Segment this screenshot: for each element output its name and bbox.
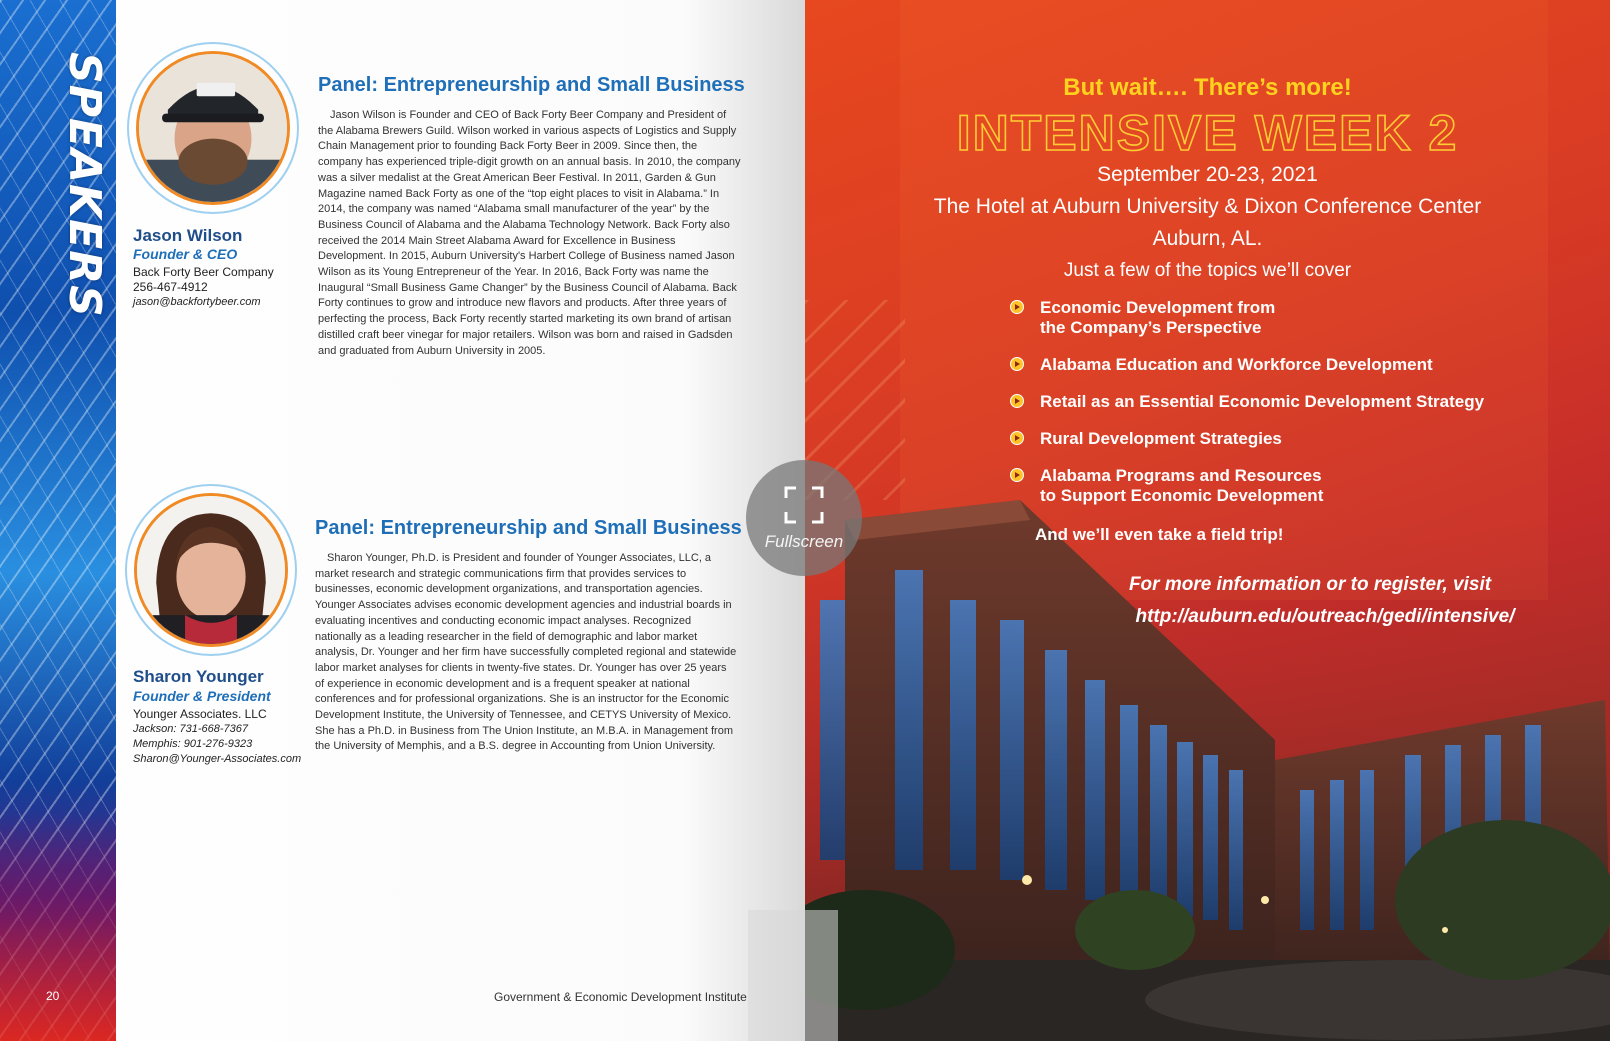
list-item: Retail as an Essential Economic Development Strategy <box>1010 392 1484 412</box>
fullscreen-icon <box>784 486 824 524</box>
speaker-email: Sharon@Younger-Associates.com <box>133 753 302 765</box>
panel-title: Panel: Entrepreneurship and Small Business <box>318 74 745 96</box>
avatar-jason-wilson <box>136 51 290 205</box>
speaker-company: Back Forty Beer Company <box>133 265 274 279</box>
speaker-name: Sharon Younger <box>133 667 264 686</box>
speakers-side-strip <box>0 0 116 1041</box>
right-page <box>805 0 1610 1041</box>
speakers-vertical-title: SPEAKERS <box>59 52 110 318</box>
arrow-bullet-icon <box>1010 468 1024 482</box>
arrow-bullet-icon <box>1010 394 1024 408</box>
arrow-bullet-icon <box>1010 431 1024 445</box>
fullscreen-button[interactable] <box>746 460 862 576</box>
list-item: Economic Development from the Company’s Perspective <box>1010 298 1484 338</box>
list-item: Rural Development Strategies <box>1010 429 1484 449</box>
panel-title: Panel: Entrepreneurship and Small Business <box>315 517 742 539</box>
avatar-sharon-younger <box>134 493 288 647</box>
arrow-bullet-icon <box>1010 300 1024 314</box>
speaker-phone-memphis: Memphis: 901-276-9323 <box>133 738 253 750</box>
promo-venue: The Hotel at Auburn University & Dixon Conference Center <box>933 195 1482 218</box>
topics-intro: Just a few of the topics we’ll cover <box>1063 260 1352 281</box>
more-info-text: For more information or to register, visit <box>1128 574 1492 595</box>
promo-dates: September 20-23, 2021 <box>1097 163 1318 186</box>
speaker-contact <box>133 707 301 767</box>
topics-list <box>1010 298 1484 523</box>
promo-location: Auburn, AL. <box>1152 227 1263 250</box>
speaker-email: jason@backfortybeer.com <box>133 296 261 308</box>
list-item: Alabama Education and Workforce Development <box>1010 355 1484 375</box>
promo-headline: But wait…. There’s more! <box>1063 74 1352 101</box>
speaker-role: Founder & President <box>133 688 271 704</box>
page-footer: Government & Economic Development Institute <box>494 990 747 1004</box>
fullscreen-label: Fullscreen <box>764 532 844 551</box>
speaker-bio: Sharon Younger, Ph.D. is President and founder of Younger Associates, LLC, a market research and strategic communications firm that provides services to businesses, economic development organizations, and transportation agencies. Younger Associates advises economic development agencies and industrial boards in evaluating incentives and conducting economic impact analyses. Recognized nationally as a leading researcher in the field of demographic and labor market analysis, Dr. Younger and her firm have successfully completed regional and statewide labor market analyses for clients in twenty-five states. Dr. Younger has over 25 years of experience in economic development and is a frequent speaker at national conferences and for professional organizations. She is an instructor for the Economic Development Institute, the University of Tennessee, and CETYS University of Mexico. She has a Ph.D. in Business from The Union Institute, an M.B.A. in Management from the University of Memphis, and a B.S. degree in Accounting from Union University. <box>315 552 737 753</box>
register-link[interactable]: http://auburn.edu/outreach/gedi/intensive/ <box>1135 606 1515 627</box>
field-trip-note: And we’ll even take a field trip! <box>1035 525 1284 544</box>
page-number: 20 <box>46 989 60 1003</box>
list-item: Alabama Programs and Resources to Support Economic Development <box>1010 466 1484 506</box>
speaker-contact <box>133 265 274 310</box>
page-corner[interactable] <box>748 910 838 1041</box>
speaker-bio: Jason Wilson is Founder and CEO of Back Forty Beer Company and President of the Alabama Brewers Guild. Wilson worked in various aspects of Logistics and Supply Chain Management prior to founding Back Forty Beer in 2009. Since then, the company has experienced triple-digit growth on an annual basis. In 2010, the company was a silver medalist at the Great American Beer Festival. In 2011, Garden & Gun Magazine named Back Forty as one of the “top eight places to visit in Alabama.” In 2014, the company was named “Alabama small manufacturer of the year” by the Business Council of Alabama and the Alabama Technology Network. Back Forty also received the 2014 Main Street Alabama Award for Excellence in Business Development. In 2015, Auburn University's Harbert College of Business named Jason Wilson as its Young Entrepreneur of the Year. In 2016, Back Forty was name the Inaugural “Small Business Game Changer” by the Business Council of Alabama. Back Forty continues to grow and introduce new flavors and products. After three years of perfecting the process, Back Forty recently started marketing its own brand of artisan distilled craft beer vinegar for major retailers. Wilson was born and raised in Gadsden and graduated from Auburn University in 2005. <box>318 109 741 357</box>
arrow-bullet-icon <box>1010 357 1024 371</box>
speaker-role: Founder & CEO <box>133 246 238 262</box>
speaker-company: Younger Associates. LLC <box>133 707 267 721</box>
speaker-phone: 256-467-4912 <box>133 280 208 294</box>
speaker-name: Jason Wilson <box>133 226 243 245</box>
promo-title: INTENSIVE WEEK 2 <box>956 105 1459 161</box>
speaker-phone-jackson: Jackson: 731-668-7367 <box>133 723 248 735</box>
